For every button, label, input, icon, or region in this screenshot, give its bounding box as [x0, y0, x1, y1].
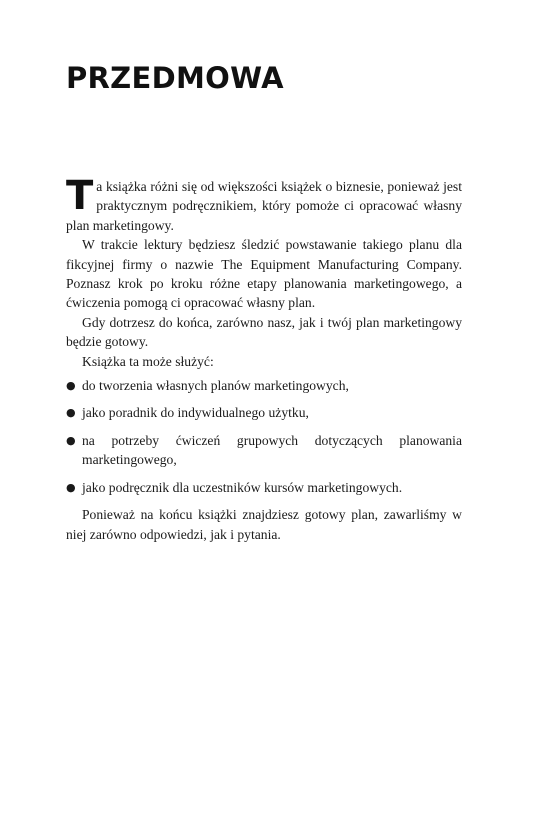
- uses-list: [66, 376, 462, 497]
- list-item: [66, 403, 462, 422]
- chapter-heading: PRZEDMOWA: [66, 61, 284, 95]
- list-item-text: jako podręcznik dla uczestników kursów marketingowych.: [82, 479, 403, 495]
- closing-paragraph: Ponieważ na końcu książki znajdziesz gotowy plan, zawarliśmy w niej zarówno odpowiedzi, jak i pytania.: [66, 507, 462, 542]
- list-item: [66, 376, 462, 395]
- list-item-text: do tworzenia własnych planów marketingowych,: [82, 378, 349, 394]
- list-item: [66, 431, 462, 470]
- paragraph-end: Gdy dotrzesz do końca, zarówno nasz, jak i twój plan marketingowy będzie gotowy.: [66, 314, 462, 350]
- paragraph-uses: Książka ta może służyć:: [82, 353, 214, 369]
- intro-text: a książka różni się od większości książek o biznesie, ponieważ jest praktycznym podręcznikiem, który pomoże ci opracować własny plan marketingowy.: [66, 179, 462, 233]
- body-text: [66, 173, 462, 544]
- bullet-icon: ●: [66, 480, 76, 494]
- paragraph-lecture: W trakcie lektury będziesz śledzić powstawanie takiego planu dla fikcyjnej firmy o nazwie The Equipment Manufacturing Company. Poznasz krok po kroku różne etapy planowania marketingowego, a ćwiczenia pomogą ci opracować własny plan.: [66, 237, 462, 311]
- list-item: [66, 478, 462, 497]
- list-item-text: jako poradnik do indywidualnego użytku,: [82, 405, 309, 421]
- bullet-icon: ●: [66, 406, 76, 420]
- list-item-text: na potrzeby ćwiczeń grupowych dotyczących planowania marketingowego,: [82, 432, 462, 468]
- intro-paragraph: [66, 173, 462, 235]
- bullet-icon: ●: [66, 433, 76, 447]
- drop-cap: T: [66, 173, 94, 219]
- bullet-icon: ●: [66, 379, 76, 393]
